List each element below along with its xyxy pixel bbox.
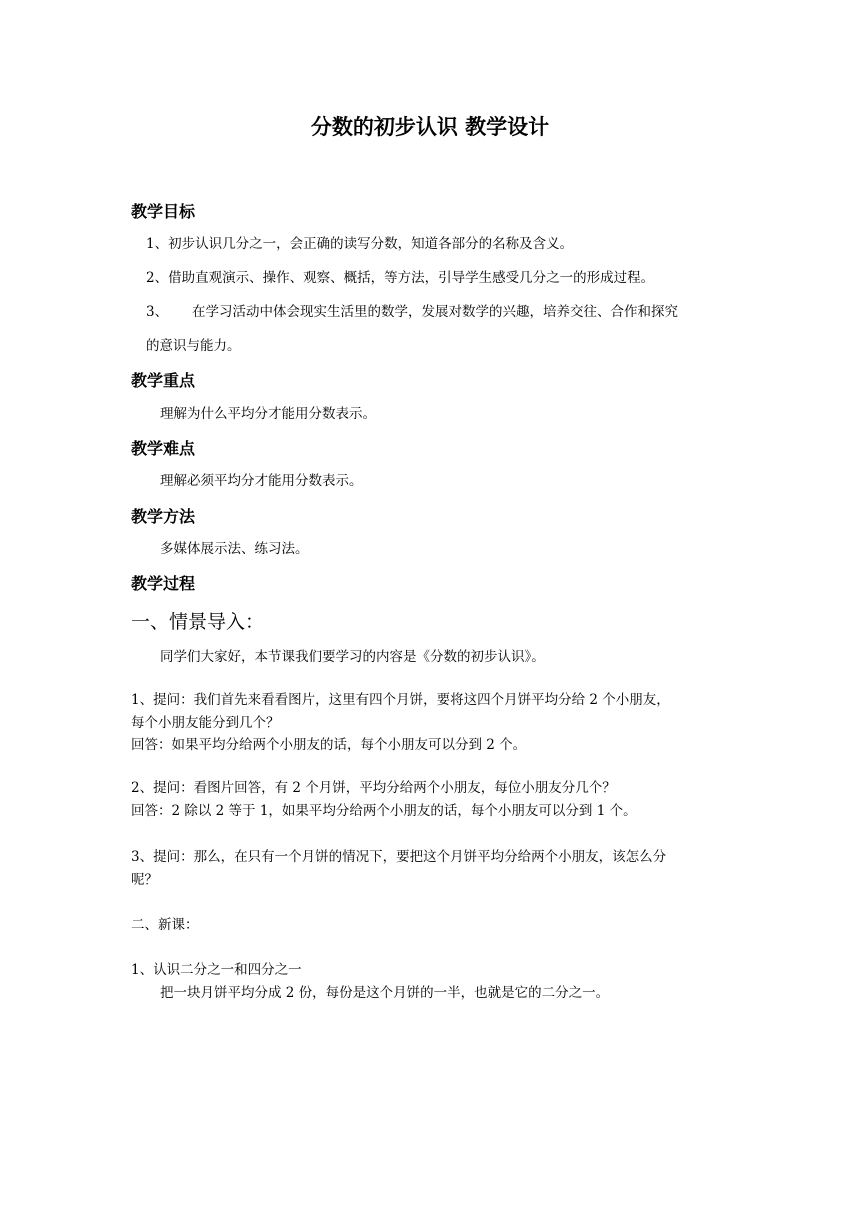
subsection-1-heading: 1、认识二分之一和四分之一 — [131, 962, 302, 978]
question-2: 2、提问：看图片回答，有 2 个月饼，平均分给两个小朋友，每位小朋友分几个？ — [131, 780, 616, 796]
question-1-line-1: 1、提问：我们首先来看看图片，这里有四个月饼，要将这四个月饼平均分给 2 个小朋友， — [131, 692, 670, 708]
section-1-heading: 一、情景导入： — [131, 611, 265, 633]
question-1-line-2: 每个小朋友能分到几个？ — [131, 715, 280, 731]
answer-1: 回答：如果平均分给两个小朋友的话，每个小朋友可以分到 2 个。 — [131, 737, 527, 753]
question-3-line-1: 3、提问：那么，在只有一个月饼的情况下，要把这个月饼平均分给两个小朋友，该怎么分 — [131, 849, 667, 865]
section-2-heading: 二、新课： — [131, 917, 199, 933]
objective-item-2: 2、借助直观演示、操作、观察、概括，等方法，引导学生感受几分之一的形成过程。 — [146, 270, 655, 286]
difficulty-heading: 教学难点 — [131, 439, 196, 458]
objective-item-1: 1、初步认识几分之一，会正确的读写分数，知道各部分的名称及含义。 — [146, 236, 574, 252]
subsection-1-text: 把一块月饼平均分成 2 份，每份是这个月饼的一半，也就是它的二分之一。 — [160, 985, 610, 1001]
key-point-heading: 教学重点 — [131, 371, 196, 390]
question-3-line-2: 呢？ — [131, 872, 158, 888]
objective-item-3-number: 3、 — [146, 304, 169, 320]
method-text: 多媒体展示法、练习法。 — [160, 541, 309, 557]
objective-item-3-continuation: 的意识与能力。 — [146, 338, 241, 354]
document-title: 分数的初步认识 教学设计 — [310, 115, 550, 139]
method-heading: 教学方法 — [131, 507, 196, 526]
objective-item-3-text: 在学习活动中体会现实生活里的数学，发展对数学的兴趣，培养交往、合作和探究 — [192, 304, 678, 320]
answer-2: 回答：2 除以 2 等于 1，如果平均分给两个小朋友的话，每个小朋友可以分到 1 个。 — [131, 803, 637, 819]
process-heading: 教学过程 — [131, 574, 196, 593]
key-point-text: 理解为什么平均分才能用分数表示。 — [160, 406, 376, 422]
section-1-intro: 同学们大家好，本节课我们要学习的内容是《分数的初步认识》。 — [160, 649, 545, 665]
objectives-heading: 教学目标 — [131, 202, 196, 221]
difficulty-text: 理解必须平均分才能用分数表示。 — [160, 473, 363, 489]
